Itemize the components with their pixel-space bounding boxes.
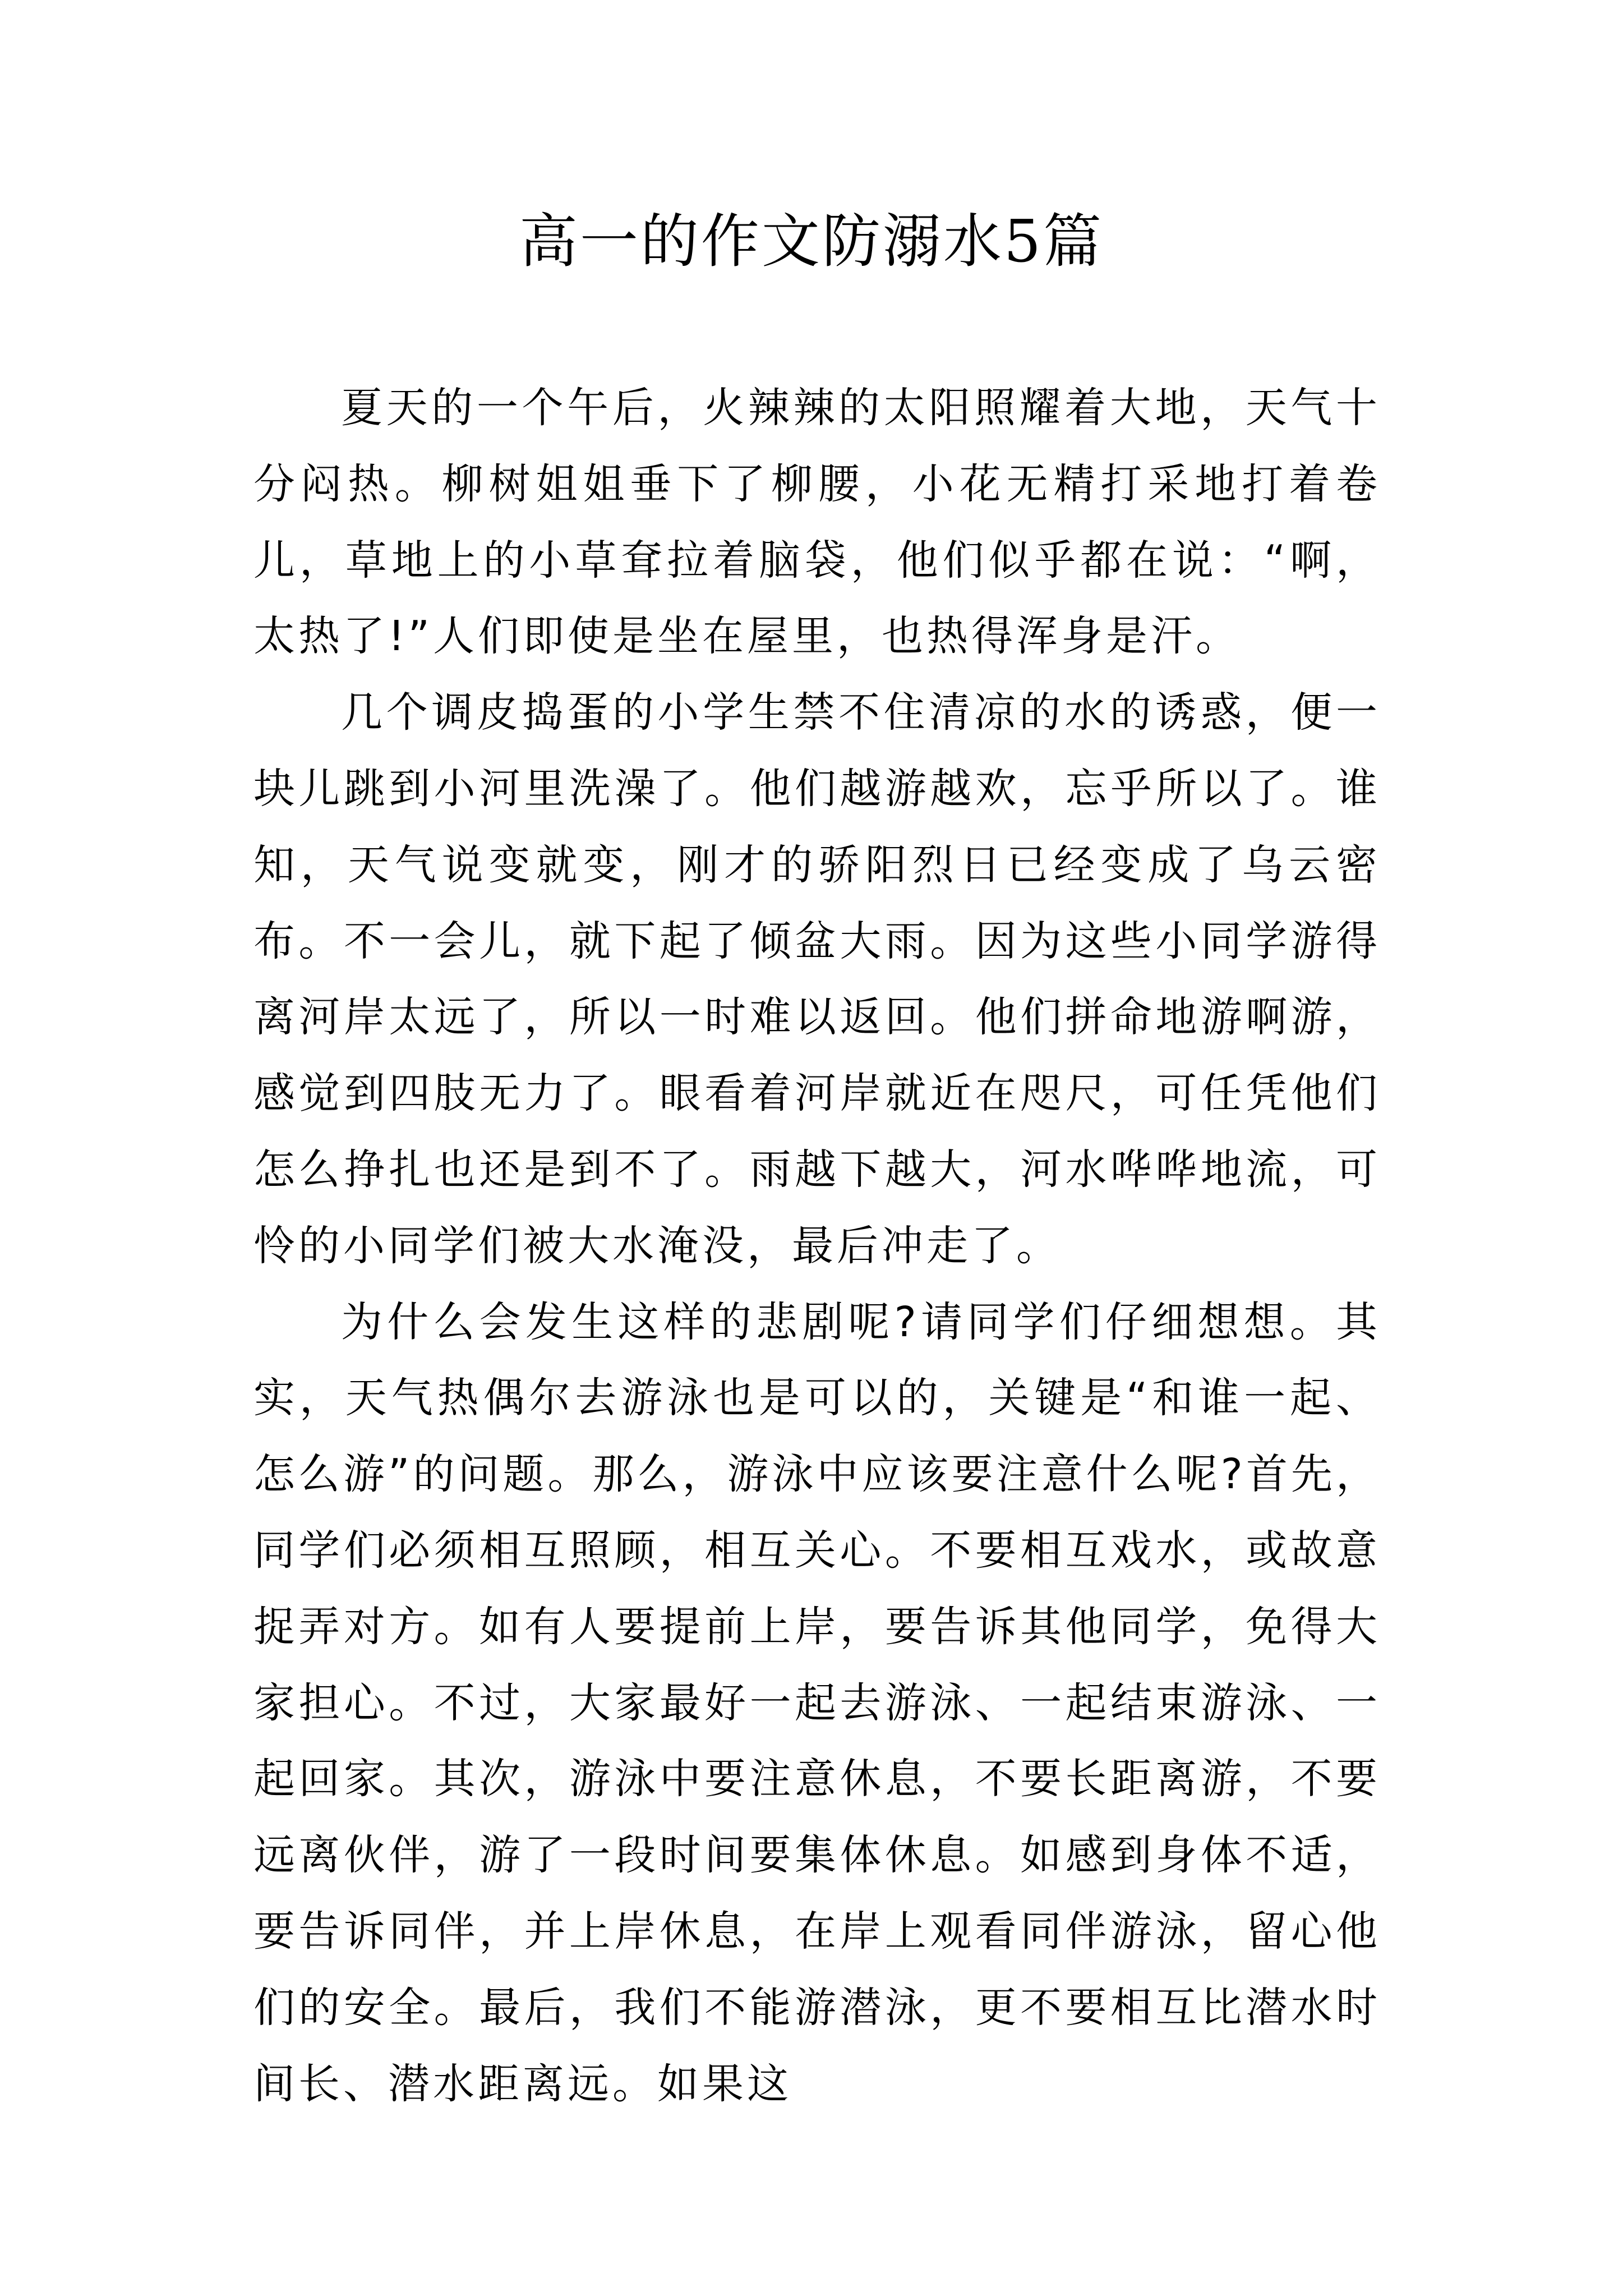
paragraph-1: 夏天的一个午后，火辣辣的太阳照耀着大地，天气十分闷热。柳树姐姐垂下了柳腰，小花无精打采地打着卷儿，草地上的小草耷拉着脑袋，他们似乎都在说：“啊，太热了!”人们即使是坐在屋里，也热得浑身是汗。 (253, 384, 1381, 661)
paragraph-3: 为什么会发生这样的悲剧呢?请同学们仔细想想。其实，天气热偶尔去游泳也是可以的，关键是“和谁一起、怎么游”的问题。那么，游泳中应该要注意什么呢?首先，同学们必须相互照顾，相互关心。不要相互戏水，或故意捉弄对方。如有人要提前上岸，要告诉其他同学，免得大家担心。不过，大家最好一起去游泳、一起结束游泳、一起回家。其次，游泳中要注意休息，不要长距离游，不要远离伙伴，游了一段时间要集体休息。如感到身体不适，要告诉同伴，并上岸休息，在岸上观看同伴游泳，留心他们的安全。最后，我们不能游潜泳，更不要相互比潜水时间长、潜水距离远。如果这 (253, 1297, 1381, 2108)
document-title: 高一的作文防溺水5篇 (519, 207, 1104, 275)
document-body (253, 370, 1381, 2122)
paragraph-2: 几个调皮捣蛋的小学生禁不住清凉的水的诱惑，便一块儿跳到小河里洗澡了。他们越游越欢，忘乎所以了。谁知，天气说变就变，刚才的骄阳烈日已经变成了乌云密布。不一会儿，就下起了倾盆大雨。因为这些小同学游得离河岸太远了，所以一时难以返回。他们拼命地游啊游，感觉到四肢无力了。眼看着河岸就近在咫尺，可任凭他们怎么挣扎也还是到不了。雨越下越大，河水哗哗地流，可怜的小同学们被大水淹没，最后冲走了。 (253, 688, 1381, 1270)
